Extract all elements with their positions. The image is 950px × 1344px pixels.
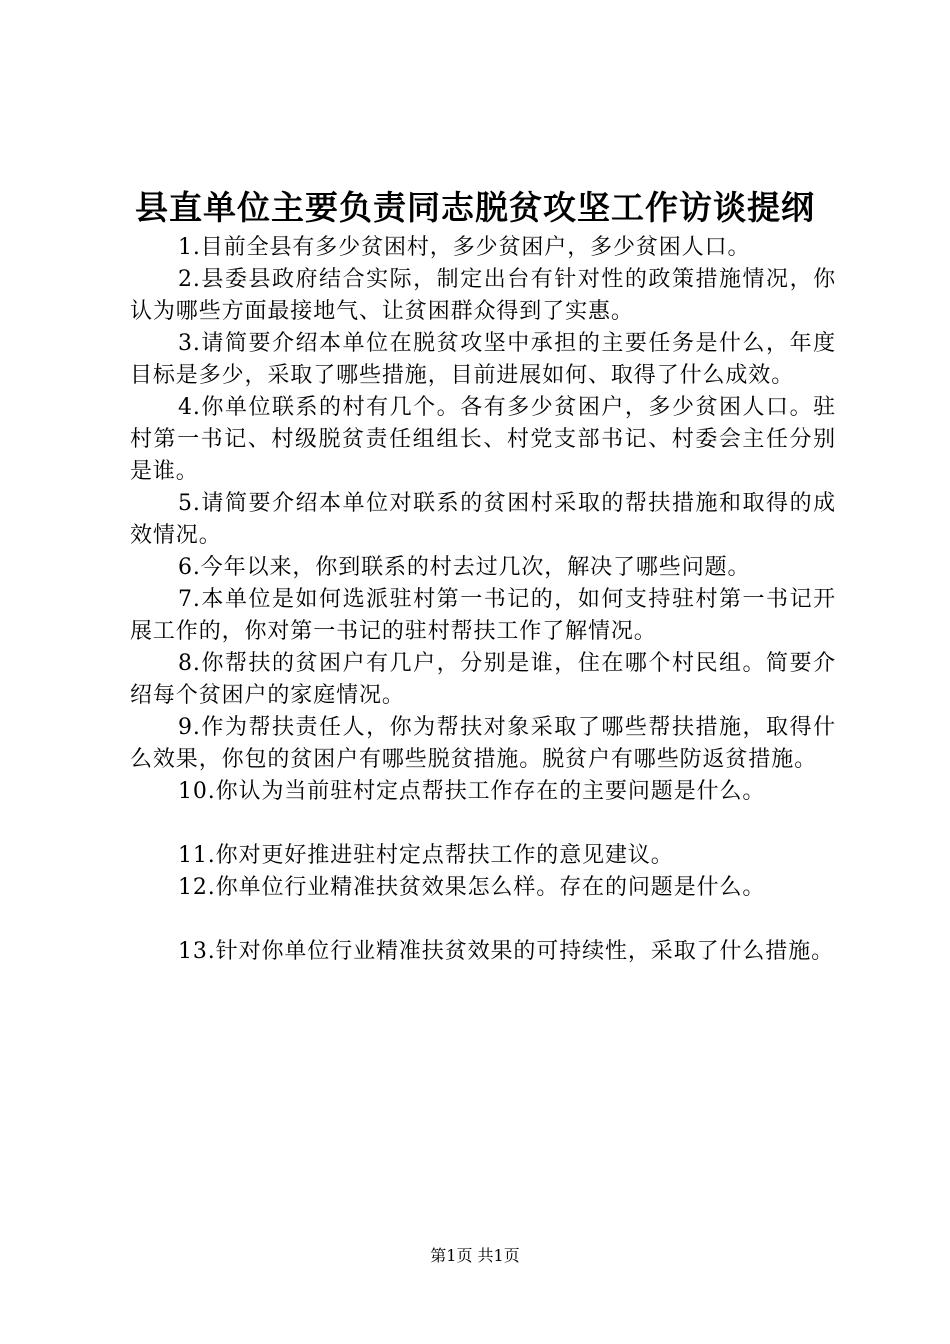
question-item-3: 3.请简要介绍本单位在脱贫攻坚中承担的主要任务是什么，年度目标是多少，采取了哪些措施，目前进展如何、取得了什么成效。 [130,331,836,388]
question-item-5: 5.请简要介绍本单位对联系的贫困村采取的帮扶措施和取得的成效情况。 [130,491,836,548]
document-title: 县直单位主要负责同志脱贫攻坚工作访谈提纲 [135,188,815,227]
question-item-6: 6.今年以来，你到联系的村去过几次，解决了哪些问题。 [178,555,751,580]
question-item-12: 12.你单位行业精准扶贫效果怎么样。存在的问题是什么。 [178,875,766,900]
question-item-11: 11.你对更好推进驻村定点帮扶工作的意见建议。 [178,843,674,868]
question-item-2: 2.县委县政府结合实际，制定出台有针对性的政策措施情况，你认为哪些方面最接地气、让贫困群众得到了实惠。 [130,267,836,324]
question-item-8: 8.你帮扶的贫困户有几户，分别是谁，住在哪个村民组。简要介绍每个贫困户的家庭情况。 [130,651,836,708]
paragraph-spacer [130,904,836,936]
document-body [130,232,836,968]
question-item-7: 7.本单位是如何选派驻村第一书记的，如何支持驻村第一书记开展工作的，你对第一书记的驻村帮扶工作了解情况。 [130,587,836,644]
question-item-13: 13.针对你单位行业精准扶贫效果的可持续性，采取了什么措施。 [178,939,834,964]
question-item-9: 9.作为帮扶责任人，你为帮扶对象采取了哪些帮扶措施，取得什么效果，你包的贫困户有哪些脱贫措施。脱贫户有哪些防返贫措施。 [130,715,836,772]
page-footer: 第1页 共1页 [430,1246,520,1265]
question-item-4: 4.你单位联系的村有几个。各有多少贫困户，多少贫困人口。驻村第一书记、村级脱贫责任组组长、村党支部书记、村委会主任分别是谁。 [130,395,836,484]
paragraph-spacer [130,808,836,840]
question-item-10: 10.你认为当前驻村定点帮扶工作存在的主要问题是什么。 [178,779,766,804]
question-item-1: 1.目前全县有多少贫困村，多少贫困户，多少贫困人口。 [178,235,751,260]
